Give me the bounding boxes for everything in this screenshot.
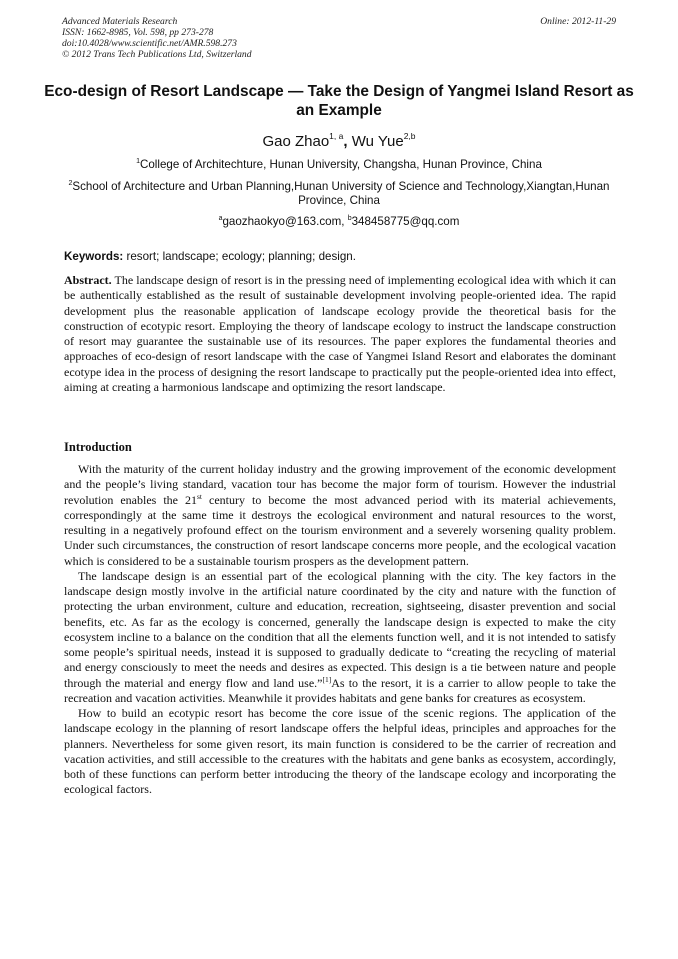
affiliation-2-sup: 2 — [68, 180, 73, 187]
author-1-sup: 1, a — [329, 131, 344, 141]
intro-paragraph-3: How to build an ecotypic resort has become the core issue of the scenic regions. The application of the landscape ecology in the planning of resort landscape offers the helpful ideas, principles and approaches for the planners. Nevertheless for some given resort, its main function is considered to be the carrier of recreation and vacation activities, and still accessible to the creatures with the habitats and gene banks as ecosystem, accordingly, both of these functions can perform better introducing the theory of the landscape ecology and incorporating the ecological factors. — [64, 706, 616, 797]
intro-p2-text-b: As to the resort, it is a carrier to allow people to take the recreation and vacation activities. Meanwhile it provides habitats and gene banks for creatures as ecosystem. — [64, 675, 616, 705]
author-2-name: Wu Yue — [351, 133, 404, 150]
email-b-sup: b — [347, 215, 352, 222]
affiliation-1-sup: 1 — [136, 158, 140, 165]
paper-title: Eco-design of Resort Landscape — Take the Design of Yangmei Island Resort as an Example — [44, 83, 634, 119]
affiliation-1 — [60, 158, 618, 172]
section-heading-introduction: Introduction — [64, 440, 132, 454]
keywords-label: Keywords: — [64, 250, 124, 263]
email-b[interactable]: 348458775@qq.com — [351, 215, 460, 228]
abstract-label: Abstract. — [64, 273, 112, 287]
intro-p2-text-a: The landscape design is an essential part of the ecological planning with the city. The key factors in the landscape design mostly involve in the artificial nature coordinated by the city and nature with the function of protecting the urban environment, culture and education, recreation, sightseeing, disaster prevention and social benefits, etc. As far as the ecology is concerned, generally the landscape design is expected to make the city ecosystem incline to a balance on the condition that all the elements function well, and it is not intended to satisfy some people’s spiritual needs, instead it is supposed to gradually dedicate to “creating the recycling of material and energy consciously to meet the needs and desires as expected. This design is a tie between nature and people through the material and energy flow and land use.” — [64, 568, 616, 690]
intro-paragraph-1 — [64, 462, 616, 569]
abstract-paragraph — [64, 273, 616, 395]
email-a[interactable]: gaozhaokyo@163.com, — [222, 215, 345, 228]
introduction-body — [64, 462, 616, 798]
affiliation-1-text: College of Architechture, Hunan University, Changsha, Hunan Province, China — [139, 158, 542, 171]
citation-ref-1[interactable]: [1] — [322, 674, 332, 684]
keywords-text: resort; landscape; ecology; planning; design. — [123, 250, 356, 263]
email-a-sup: a — [218, 215, 223, 222]
affiliation-2 — [60, 180, 618, 208]
author-separator: , — [343, 133, 348, 150]
abstract-text: The landscape design of resort is in the pressing need of implementing ecological idea with which it can be authentically established as the result of sustainable development involving people-oriented idea. The rapid development plus the reasonable application of landscape ecology provide the theoretical basis for the construction of ecotypic resort. Employing the theory of landscape ecology to instruct the landscape construction of resort may guarantee the sustainable use of its resources. The paper explores the fundamental theories and approaches of eco-design of resort landscape with the case of Yangmei Island Resort and elaborates the dominant ecotype idea in the process of designing the resort landscape to practically put the people-oriented idea into effect, aiming at creating a harmonious landscape and optimizing the resort landscape. — [64, 273, 616, 394]
journal-header — [62, 16, 616, 60]
doi-line: doi:10.4028/www.scientific.net/AMR.598.273 — [62, 38, 237, 49]
intro-p1-text-b: century to become the most advanced period with its material achievements, correspondingly at the same time it destroys the ecological environment and natural resources to the worst, resulting in a negatively profound effect on the tourism environment and a severely worsening quality problem. Under such circumstances, the construction of resort landscape concerns more people, and the ecological vacation which is considered to be a sustainable tourism prospers as the development pattern. — [64, 492, 616, 568]
journal-name: Advanced Materials Research — [62, 16, 178, 27]
intro-p1-text-a: With the maturity of the current holiday industry and the growing improvement of the economic development and the people’s living standard, vacation tour has become the major form of tourism. However the industrial revolution enables the 21 — [64, 462, 616, 507]
intro-p1-sup: st — [197, 491, 203, 501]
keywords — [64, 250, 616, 264]
author-line — [0, 133, 678, 150]
author-2-sup: 2,b — [403, 131, 416, 141]
abstract — [64, 273, 616, 395]
author-1-name: Gao Zhao — [262, 133, 330, 150]
online-date: Online: 2012-11-29 — [540, 16, 616, 27]
email-line — [60, 215, 618, 229]
affiliation-2-text: School of Architecture and Urban Planning,Hunan University of Science and Technology,Xiangtan,Hunan Province, China — [72, 180, 610, 207]
intro-paragraph-2 — [64, 569, 616, 706]
copyright-line: © 2012 Trans Tech Publications Ltd, Switzerland — [62, 49, 252, 60]
issn-line: ISSN: 1662-8985, Vol. 598, pp 273-278 — [62, 27, 214, 38]
